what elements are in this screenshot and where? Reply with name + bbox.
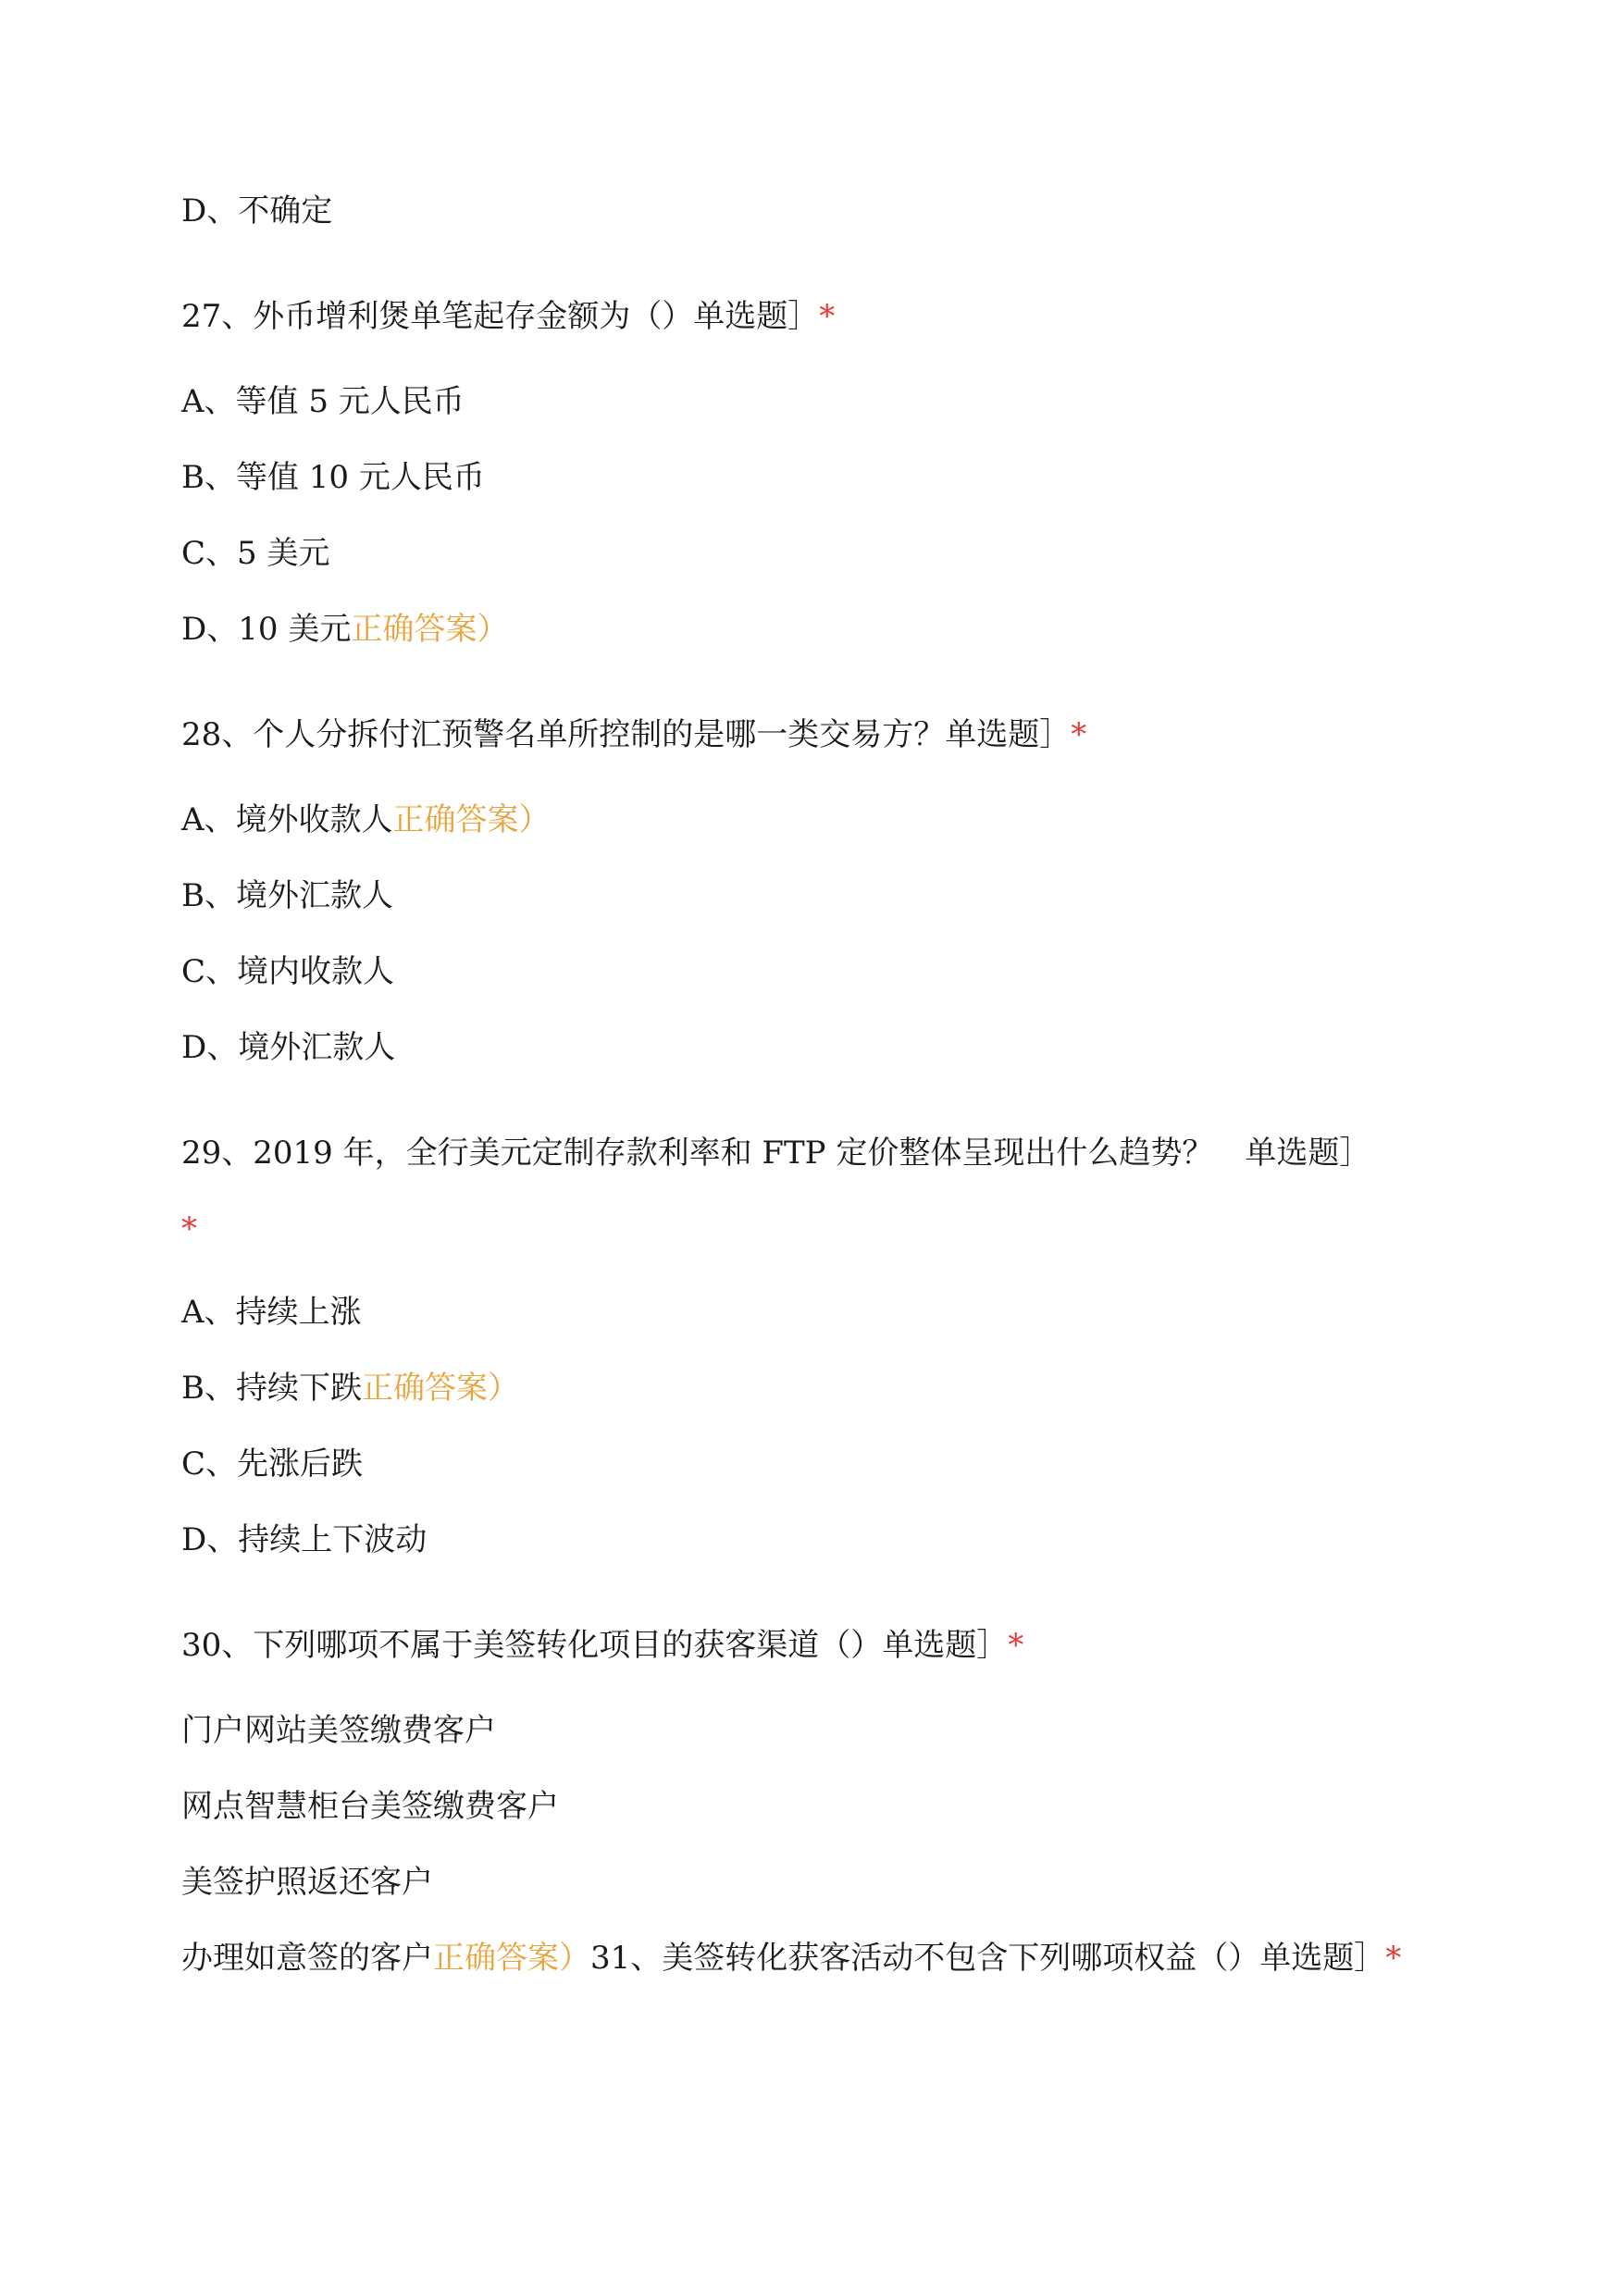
option-text: D、境外汇款人 bbox=[181, 1029, 396, 1066]
question-29 bbox=[181, 1135, 1370, 1172]
option-text: C、先涨后跌 bbox=[181, 1445, 364, 1482]
option-26-d bbox=[181, 192, 332, 230]
correct-answer-label: 正确答案） bbox=[433, 1940, 590, 1977]
option-28-d bbox=[181, 1029, 395, 1066]
option-27-b bbox=[181, 459, 485, 496]
option-30-3 bbox=[181, 1864, 433, 1901]
question-text: 28、个人分拆付汇预警名单所控制的是哪一类交易方？单选题］ bbox=[181, 716, 1072, 753]
question-27 bbox=[181, 298, 835, 335]
option-29-a bbox=[181, 1294, 362, 1331]
required-star: * bbox=[1071, 716, 1087, 753]
required-star: * bbox=[181, 1210, 197, 1247]
question-text: 29、2019 年，全行美元定制存款利率和 FTP 定价整体呈现出什么趋势？ 单选题］ bbox=[181, 1135, 1371, 1172]
required-star: * bbox=[1008, 1627, 1024, 1664]
option-text: A、境外收款人 bbox=[181, 801, 393, 838]
correct-answer-label: 正确答案） bbox=[362, 1370, 519, 1407]
option-text: 办理如意签的客户 bbox=[181, 1940, 433, 1977]
correct-answer-label: 正确答案） bbox=[351, 611, 509, 648]
option-text: 网点智慧柜台美签缴费客户 bbox=[181, 1788, 559, 1825]
option-text: B、等值 10 元人民币 bbox=[181, 459, 485, 496]
question-30 bbox=[181, 1627, 1023, 1664]
option-text: 美签护照返还客户 bbox=[181, 1864, 433, 1901]
required-star: * bbox=[819, 298, 836, 335]
option-text: C、境内收款人 bbox=[181, 953, 395, 990]
option-29-c bbox=[181, 1445, 363, 1482]
option-text: D、不确定 bbox=[181, 192, 333, 230]
option-30-4 bbox=[181, 1940, 1401, 1977]
option-27-c bbox=[181, 535, 329, 572]
question-text: 30、下列哪项不属于美签转化项目的获客渠道（）单选题］ bbox=[181, 1627, 1009, 1664]
option-text: C、5 美元 bbox=[181, 535, 330, 572]
option-text: D、10 美元 bbox=[181, 611, 352, 648]
question-29-required bbox=[181, 1210, 197, 1247]
option-text: A、等值 5 元人民币 bbox=[181, 383, 465, 420]
option-text: A、持续上涨 bbox=[181, 1294, 362, 1331]
option-text: B、境外汇款人 bbox=[181, 877, 393, 914]
option-29-b bbox=[181, 1370, 519, 1407]
option-29-d bbox=[181, 1521, 427, 1558]
required-star: * bbox=[1385, 1940, 1402, 1977]
option-28-b bbox=[181, 877, 393, 914]
option-27-d bbox=[181, 611, 508, 648]
option-28-a bbox=[181, 801, 551, 838]
option-27-a bbox=[181, 383, 465, 420]
option-text: B、持续下跌 bbox=[181, 1370, 362, 1407]
question-text: 27、外币增利煲单笔起存金额为（）单选题］ bbox=[181, 298, 820, 335]
option-28-c bbox=[181, 953, 394, 990]
option-text: 门户网站美签缴费客户 bbox=[181, 1712, 496, 1749]
option-text: D、持续上下波动 bbox=[181, 1521, 428, 1558]
option-30-2 bbox=[181, 1788, 559, 1825]
correct-answer-label: 正确答案） bbox=[392, 801, 551, 838]
question-31-text: 31、美签转化获客活动不包含下列哪项权益（）单选题］ bbox=[590, 1940, 1386, 1977]
option-30-1 bbox=[181, 1712, 496, 1749]
question-28 bbox=[181, 716, 1086, 753]
